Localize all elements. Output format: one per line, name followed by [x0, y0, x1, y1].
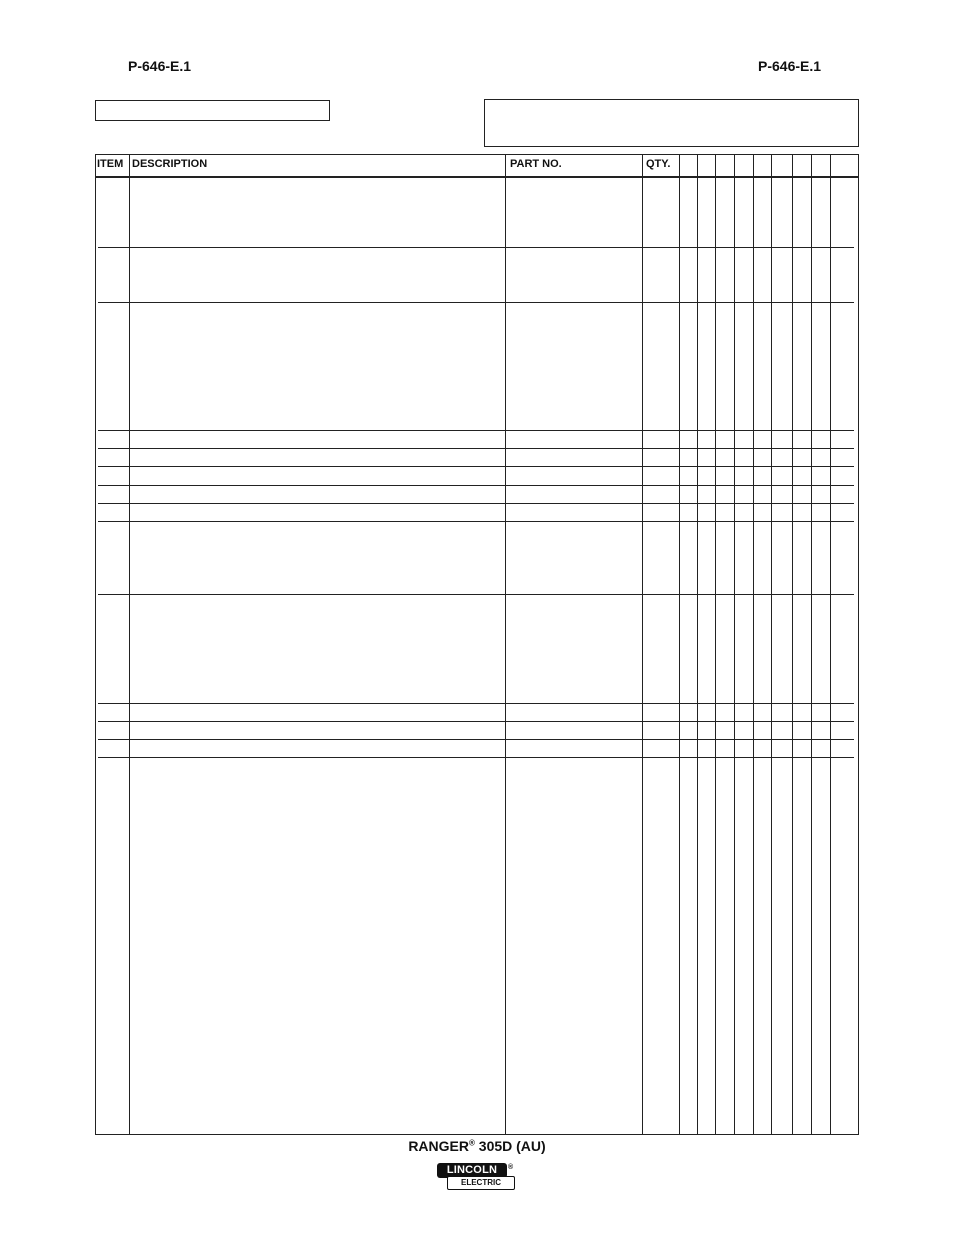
row-divider	[98, 485, 854, 486]
row-divider	[98, 757, 854, 758]
row-divider	[98, 703, 854, 704]
model-suffix: 305D (AU)	[474, 1138, 546, 1154]
row-divider	[98, 302, 854, 303]
header-rule	[96, 176, 858, 178]
lincoln-electric-logo	[437, 1163, 517, 1191]
registered-mark: ®	[468, 1138, 475, 1148]
page-code-right: P-646-E.1	[758, 58, 822, 74]
logo-top-text: LINCOLN	[437, 1163, 507, 1178]
row-divider	[98, 430, 854, 431]
row-divider	[98, 721, 854, 722]
model-prefix: RANGER	[408, 1138, 469, 1154]
logo-bottom-text: ELECTRIC	[447, 1176, 515, 1190]
row-divider	[98, 594, 854, 595]
item-column-header: ITEM	[97, 158, 124, 170]
description-column-header: DESCRIPTION	[132, 158, 208, 170]
parts-table	[95, 154, 859, 1135]
qty-column-header: QTY.	[646, 158, 671, 170]
row-divider	[98, 247, 854, 248]
row-divider	[98, 466, 854, 467]
title-box	[95, 100, 330, 121]
row-divider	[98, 521, 854, 522]
part-no-column-header: PART NO.	[510, 158, 562, 170]
page-code-left: P-646-E.1	[128, 58, 192, 74]
info-box	[484, 99, 859, 147]
logo-registered-mark: ®	[508, 1164, 514, 1171]
model-name	[0, 1138, 954, 1154]
row-divider	[98, 448, 854, 449]
row-divider	[98, 503, 854, 504]
row-divider	[98, 739, 854, 740]
